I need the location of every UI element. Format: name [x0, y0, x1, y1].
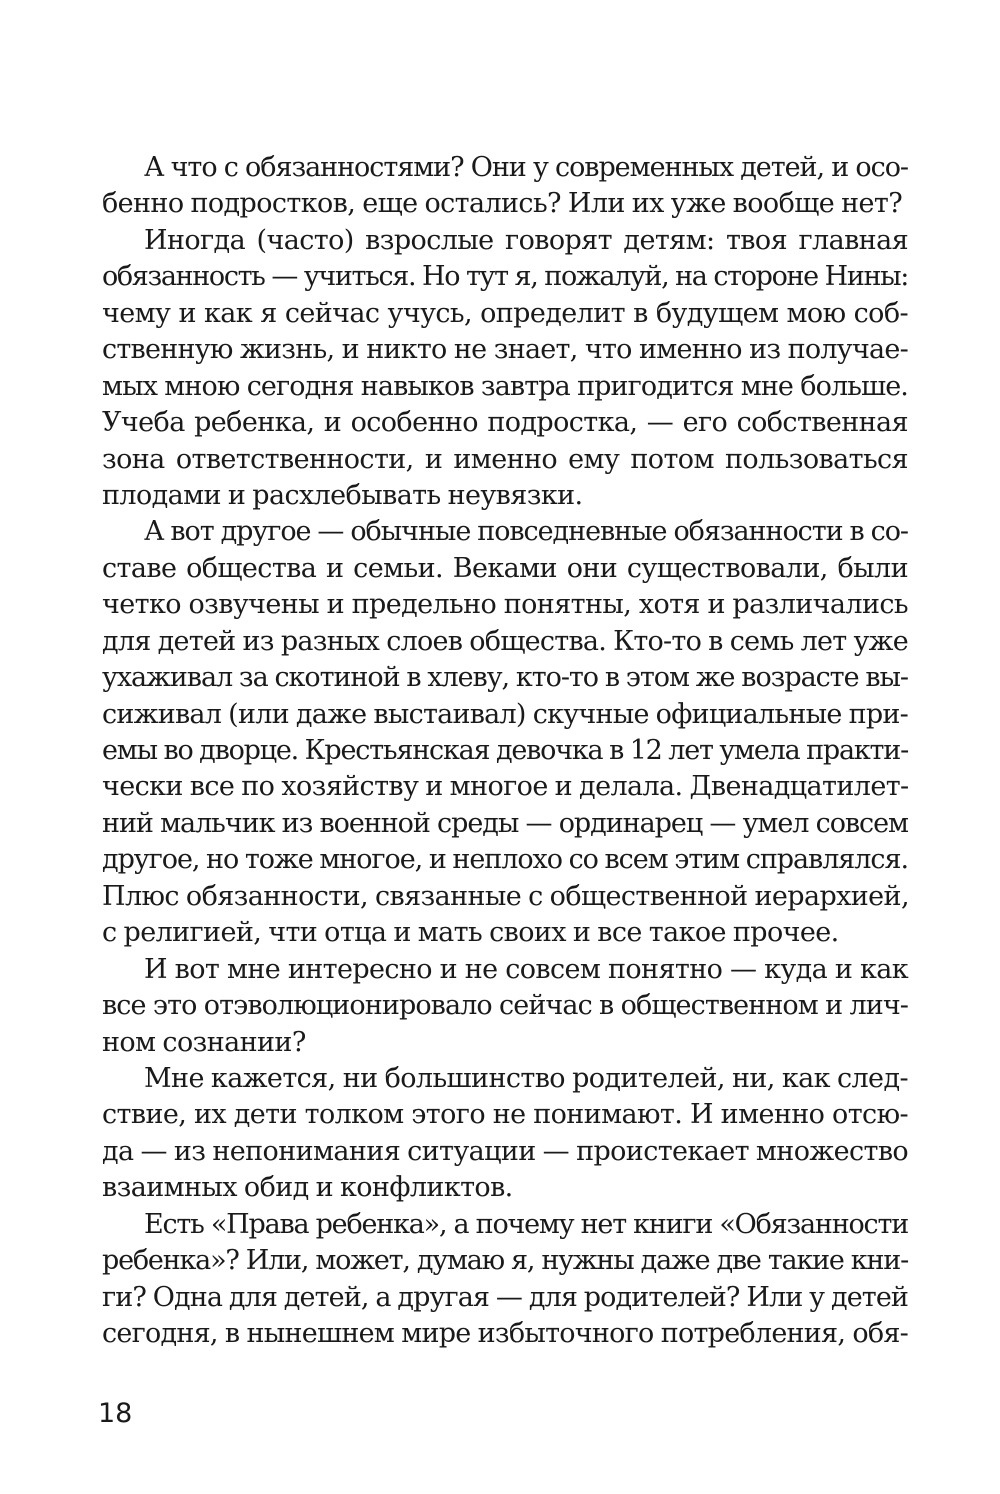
text-line: да — из непонимания ситуации — проистекает множество	[102, 1135, 909, 1167]
text-line: плодами и расхлебывать неувязки.	[102, 479, 583, 511]
text-line: ухаживал за скотиной в хлеву, кто-то в этом же возрасте вы-	[102, 662, 908, 694]
paragraph	[102, 150, 908, 223]
text-line: для детей из разных слоев общества. Кто-то в семь лет уже	[102, 625, 908, 657]
text-line: ребенка»? Или, может, думаю я, нужны даже две такие кни-	[102, 1245, 908, 1277]
text-line: бенно подростков, еще остались? Или их уже вообще нет?	[102, 188, 903, 220]
text-line: другое, но тоже многое, и неплохо со всем этим справлялся.	[102, 844, 908, 876]
text-line: И вот мне интересно и не совсем понятно — куда и как	[144, 953, 908, 985]
text-line: взаимных обид и конфликтов.	[102, 1172, 513, 1204]
page-number: 18	[98, 1398, 133, 1429]
text-line: Учеба ребенка, и особенно подростка, — его собственная	[102, 407, 908, 439]
text-line: четко озвучены и предельно понятны, хотя и различались	[102, 589, 908, 621]
text-line: чему и как я сейчас учусь, определит в будущем мою соб-	[102, 297, 908, 329]
text-line: емы во дворце. Крестьянская девочка в 12 лет умела практи-	[102, 735, 908, 766]
text-line: ги? Одна для детей, а другая — для родителей? Или у детей	[102, 1281, 908, 1313]
text-line: Иногда (часто) взрослые говорят детям: твоя главная	[144, 224, 908, 256]
text-line: ственную жизнь, и никто не знает, что именно из получае-	[102, 334, 908, 366]
text-line: с религией, чти отца и мать своих и все такое прочее.	[102, 917, 839, 949]
text-line: Плюс обязанности, связанные с общественной иерархией,	[102, 880, 909, 912]
paragraph	[102, 1061, 908, 1207]
text-line: ний мальчик из военной среды — ординарец — умел совсем	[102, 807, 908, 839]
text-line: сиживал (или даже выстаивал) скучные официальные при-	[102, 698, 908, 730]
text-line: все это отэволюционировало сейчас в общественном и лич-	[102, 990, 908, 1022]
text-line: Есть «Права ребенка», а почему нет книги «Обязанности	[144, 1208, 908, 1240]
paragraph	[102, 514, 908, 951]
text-line: сегодня, в нынешнем мире избыточного потребления, обя-	[102, 1318, 908, 1349]
text-line: мых мною сегодня навыков завтра пригодится мне больше.	[102, 370, 908, 402]
text-line: чески все по хозяйству и многое и делала. Двенадцатилет-	[102, 771, 909, 803]
paragraph	[102, 1207, 908, 1353]
text-line: А что с обязанностями? Они у современных детей, и осо-	[144, 152, 908, 183]
text-line: Мне кажется, ни большинство родителей, ни, как след-	[144, 1062, 908, 1094]
paragraph	[102, 952, 908, 1061]
text-line: обязанность — учиться. Но тут я, пожалуй, на стороне Нины:	[102, 261, 908, 293]
text-line: ствие, их дети толком этого не понимают. И именно отсю-	[102, 1099, 908, 1131]
page-body	[102, 150, 908, 1352]
text-line: зона ответственности, и именно ему потом пользоваться	[102, 443, 908, 475]
paragraph	[102, 223, 908, 515]
text-line: ном сознании?	[102, 1026, 306, 1058]
text-line: ставе общества и семьи. Веками они существовали, были	[102, 552, 908, 584]
text-line: А вот другое — обычные повседневные обязанности в со-	[144, 516, 908, 548]
